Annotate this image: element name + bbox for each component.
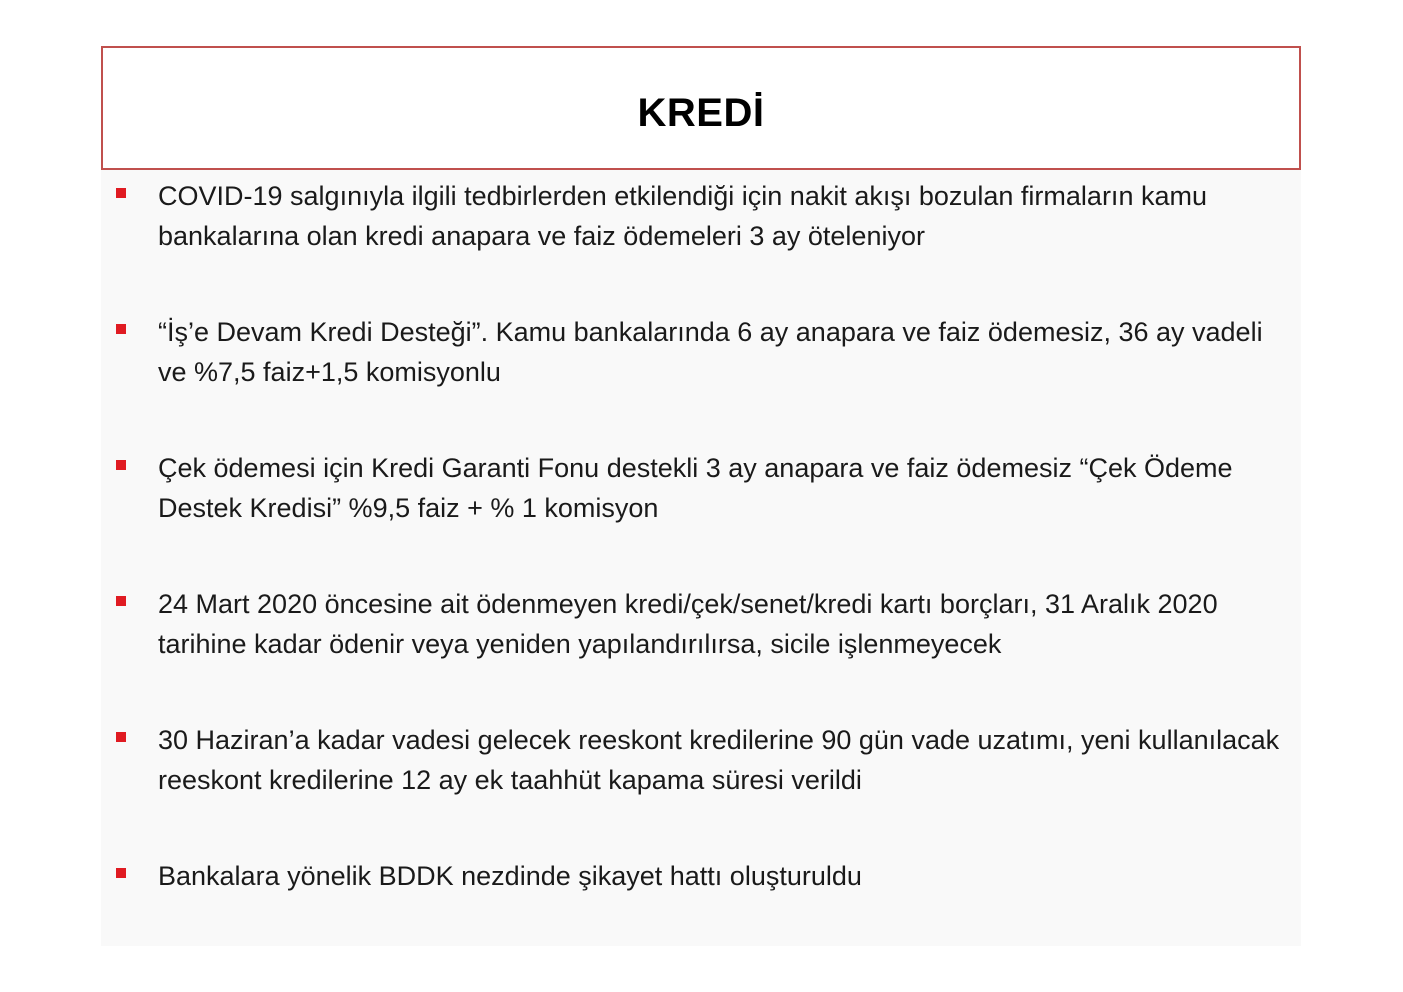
list-item [112, 176, 1292, 312]
list-item [112, 856, 1292, 992]
square-bullet-icon [116, 596, 126, 606]
list-item [112, 312, 1292, 448]
list-item-text: 24 Mart 2020 öncesine ait ödenmeyen kredi/çek/senet/kredi kartı borçları, 31 Aralık 2020 tarihine kadar ödenir veya yeniden yapılandırılırsa, sicile işlenmeyecek [158, 589, 1218, 659]
page-title: KREDİ [637, 90, 765, 135]
list-item-text: Çek ödemesi için Kredi Garanti Fonu destekli 3 ay anapara ve faiz ödemesiz “Çek Ödeme Destek Kredisi” %9,5 faiz + % 1 komisyon [158, 453, 1233, 523]
bullet-list [112, 176, 1292, 992]
square-bullet-icon [116, 324, 126, 334]
square-bullet-icon [116, 868, 126, 878]
list-item-text: Bankalara yönelik BDDK nezdinde şikayet hattı oluşturuldu [158, 861, 862, 891]
square-bullet-icon [116, 460, 126, 470]
list-item [112, 448, 1292, 584]
square-bullet-icon [116, 732, 126, 742]
title-box [101, 46, 1301, 170]
square-bullet-icon [116, 188, 126, 198]
list-item-text: 30 Haziran’a kadar vadesi gelecek reeskont kredilerine 90 gün vade uzatımı, yeni kullanılacak reeskont kredilerine 12 ay ek taahhüt kapama süresi verildi [158, 725, 1280, 795]
list-item [112, 584, 1292, 720]
list-item-text: COVID-19 salgınıyla ilgili tedbirlerden etkilendiği için nakit akışı bozulan firmaların kamu bankalarına olan kredi anapara ve faiz ödemeleri 3 ay öteleniyor [158, 181, 1207, 251]
list-item [112, 720, 1292, 856]
list-item-text: “İş’e Devam Kredi Desteği”. Kamu bankalarında 6 ay anapara ve faiz ödemesiz, 36 ay vadeli ve %7,5 faiz+1,5 komisyonlu [158, 317, 1263, 387]
